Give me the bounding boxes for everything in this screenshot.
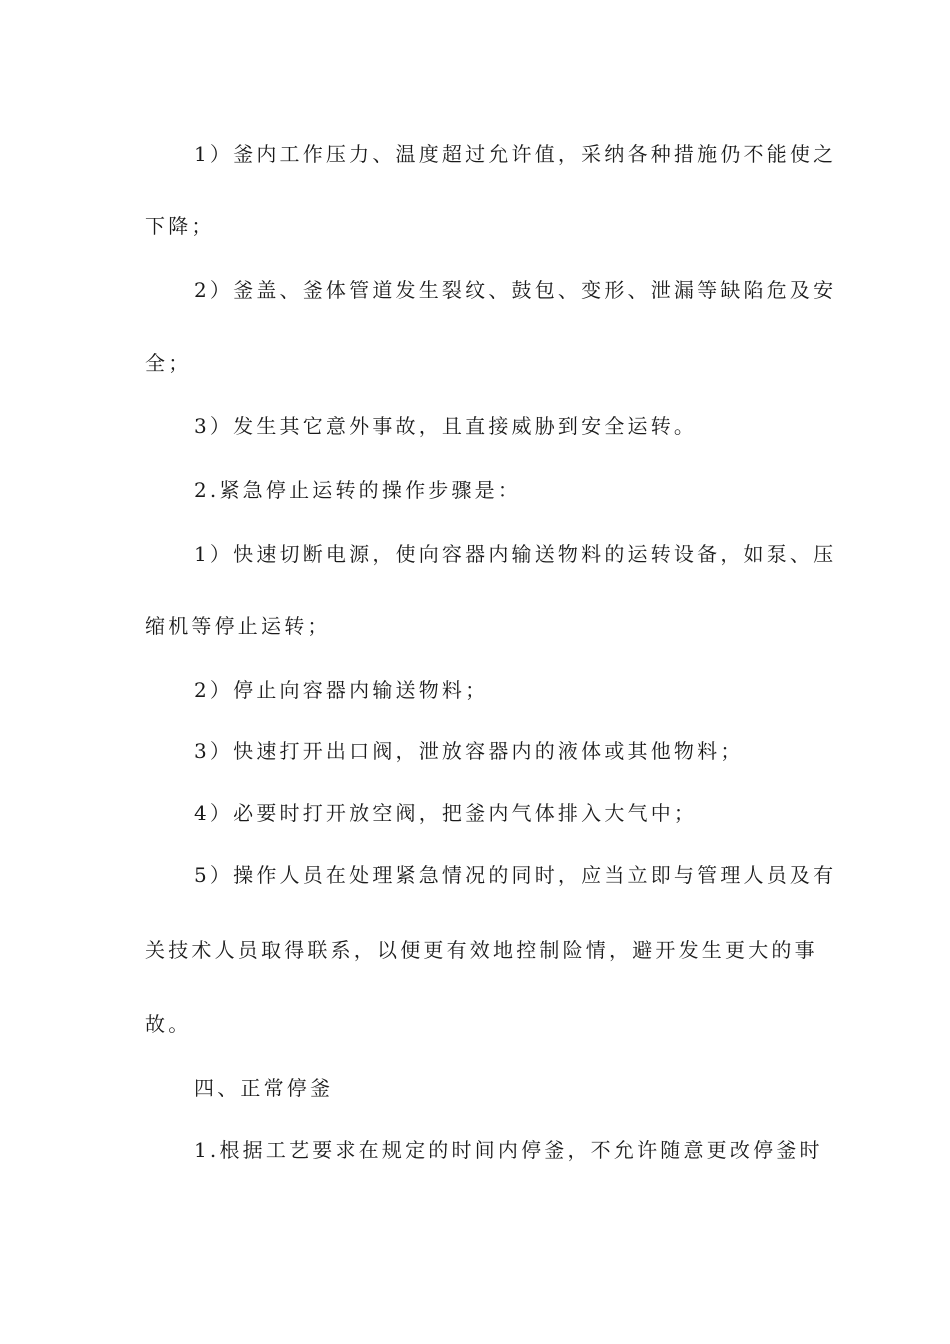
section-4-heading: 四、正常停釜 (194, 1076, 334, 1100)
step-1-line-1: 1）快速切断电源，使向容器内输送物料的运转设备，如泵、压 (194, 542, 837, 566)
step-2-line: 2）停止向容器内输送物料； (194, 678, 489, 702)
step-1-line-2: 缩机等停止运转； (145, 614, 331, 638)
step-5-line-3: 故。 (145, 1012, 192, 1036)
section-2-heading: 2.紧急停止运转的操作步骤是： (194, 478, 522, 502)
normal-stop-item-1: 1.根据工艺要求在规定的时间内停釜，不允许随意更改停釜时 (194, 1138, 823, 1162)
item-2-line-1: 2）釜盖、釜体管道发生裂纹、鼓包、变形、泄漏等缺陷危及安 (194, 278, 837, 302)
item-1-line-1: 1）釜内工作压力、温度超过允许值，采纳各种措施仍不能使之 (194, 142, 837, 166)
step-3-line: 3）快速打开出口阀，泄放容器内的液体或其他物料； (194, 739, 744, 763)
item-1-line-2: 下降； (145, 214, 215, 238)
step-4-line: 4）必要时打开放空阀，把釜内气体排入大气中； (194, 801, 698, 825)
step-5-line-1: 5）操作人员在处理紧急情况的同时，应当立即与管理人员及有 (194, 863, 837, 887)
item-2-line-2: 全； (145, 351, 192, 375)
step-5-line-2: 关技术人员取得联系，以便更有效地控制险情，避开发生更大的事 (145, 938, 818, 962)
item-3-line-1: 3）发生其它意外事故，且直接威胁到安全运转。 (194, 414, 698, 438)
